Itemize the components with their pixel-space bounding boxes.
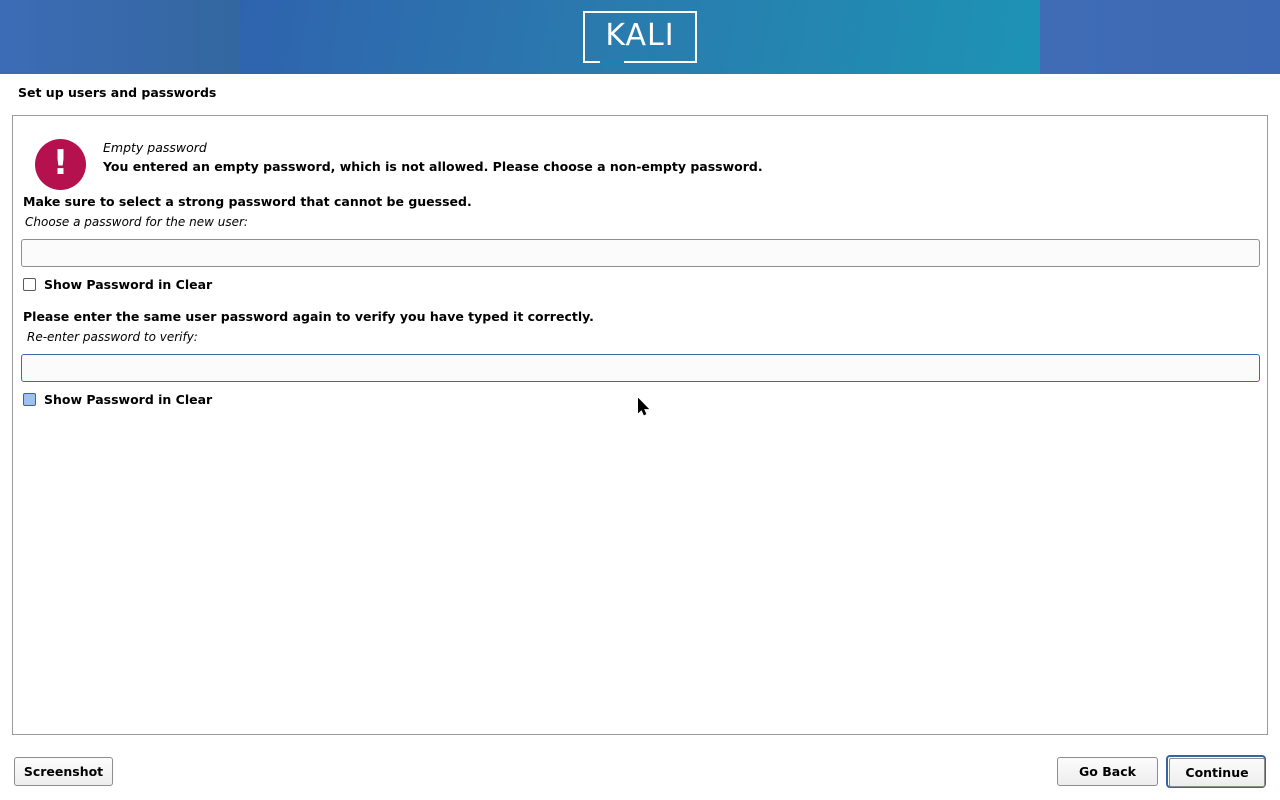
kali-banner	[0, 0, 1280, 74]
show-password-checkbox-2[interactable]	[23, 393, 36, 406]
exclamation-glyph: !	[52, 143, 69, 183]
error-message: You entered an empty password, which is not allowed. Please choose a non-empty password.	[103, 159, 763, 174]
password-field-label: Choose a password for the new user:	[25, 215, 248, 229]
password-input[interactable]	[21, 239, 1260, 267]
strong-password-hint: Make sure to select a strong password that cannot be guessed.	[23, 194, 472, 209]
banner-right-gradient	[1040, 0, 1280, 74]
kali-logo-icon	[583, 11, 697, 63]
banner-left-gradient	[0, 0, 240, 74]
show-password-checkbox-1[interactable]	[23, 278, 36, 291]
go-back-button[interactable]: Go Back	[1057, 757, 1158, 786]
show-password-label-1: Show Password in Clear	[44, 277, 213, 292]
show-password-row-1[interactable]	[23, 277, 212, 292]
show-password-row-2[interactable]	[23, 392, 212, 407]
main-panel	[12, 115, 1268, 735]
continue-button-label: Continue	[1169, 758, 1265, 787]
show-password-label-2: Show Password in Clear	[44, 392, 213, 407]
verify-password-input[interactable]	[21, 354, 1260, 382]
error-title: Empty password	[103, 140, 207, 155]
exclamation-circle-icon	[35, 139, 86, 190]
kali-logo-notch	[600, 61, 624, 65]
continue-button[interactable]	[1166, 755, 1266, 788]
verify-field-label: Re-enter password to verify:	[27, 330, 198, 344]
page-title: Set up users and passwords	[18, 85, 217, 100]
kali-logo-label: KALI	[605, 18, 675, 53]
verify-password-hint: Please enter the same user password again to verify you have typed it correctly.	[23, 309, 594, 324]
screenshot-button[interactable]: Screenshot	[14, 757, 113, 786]
